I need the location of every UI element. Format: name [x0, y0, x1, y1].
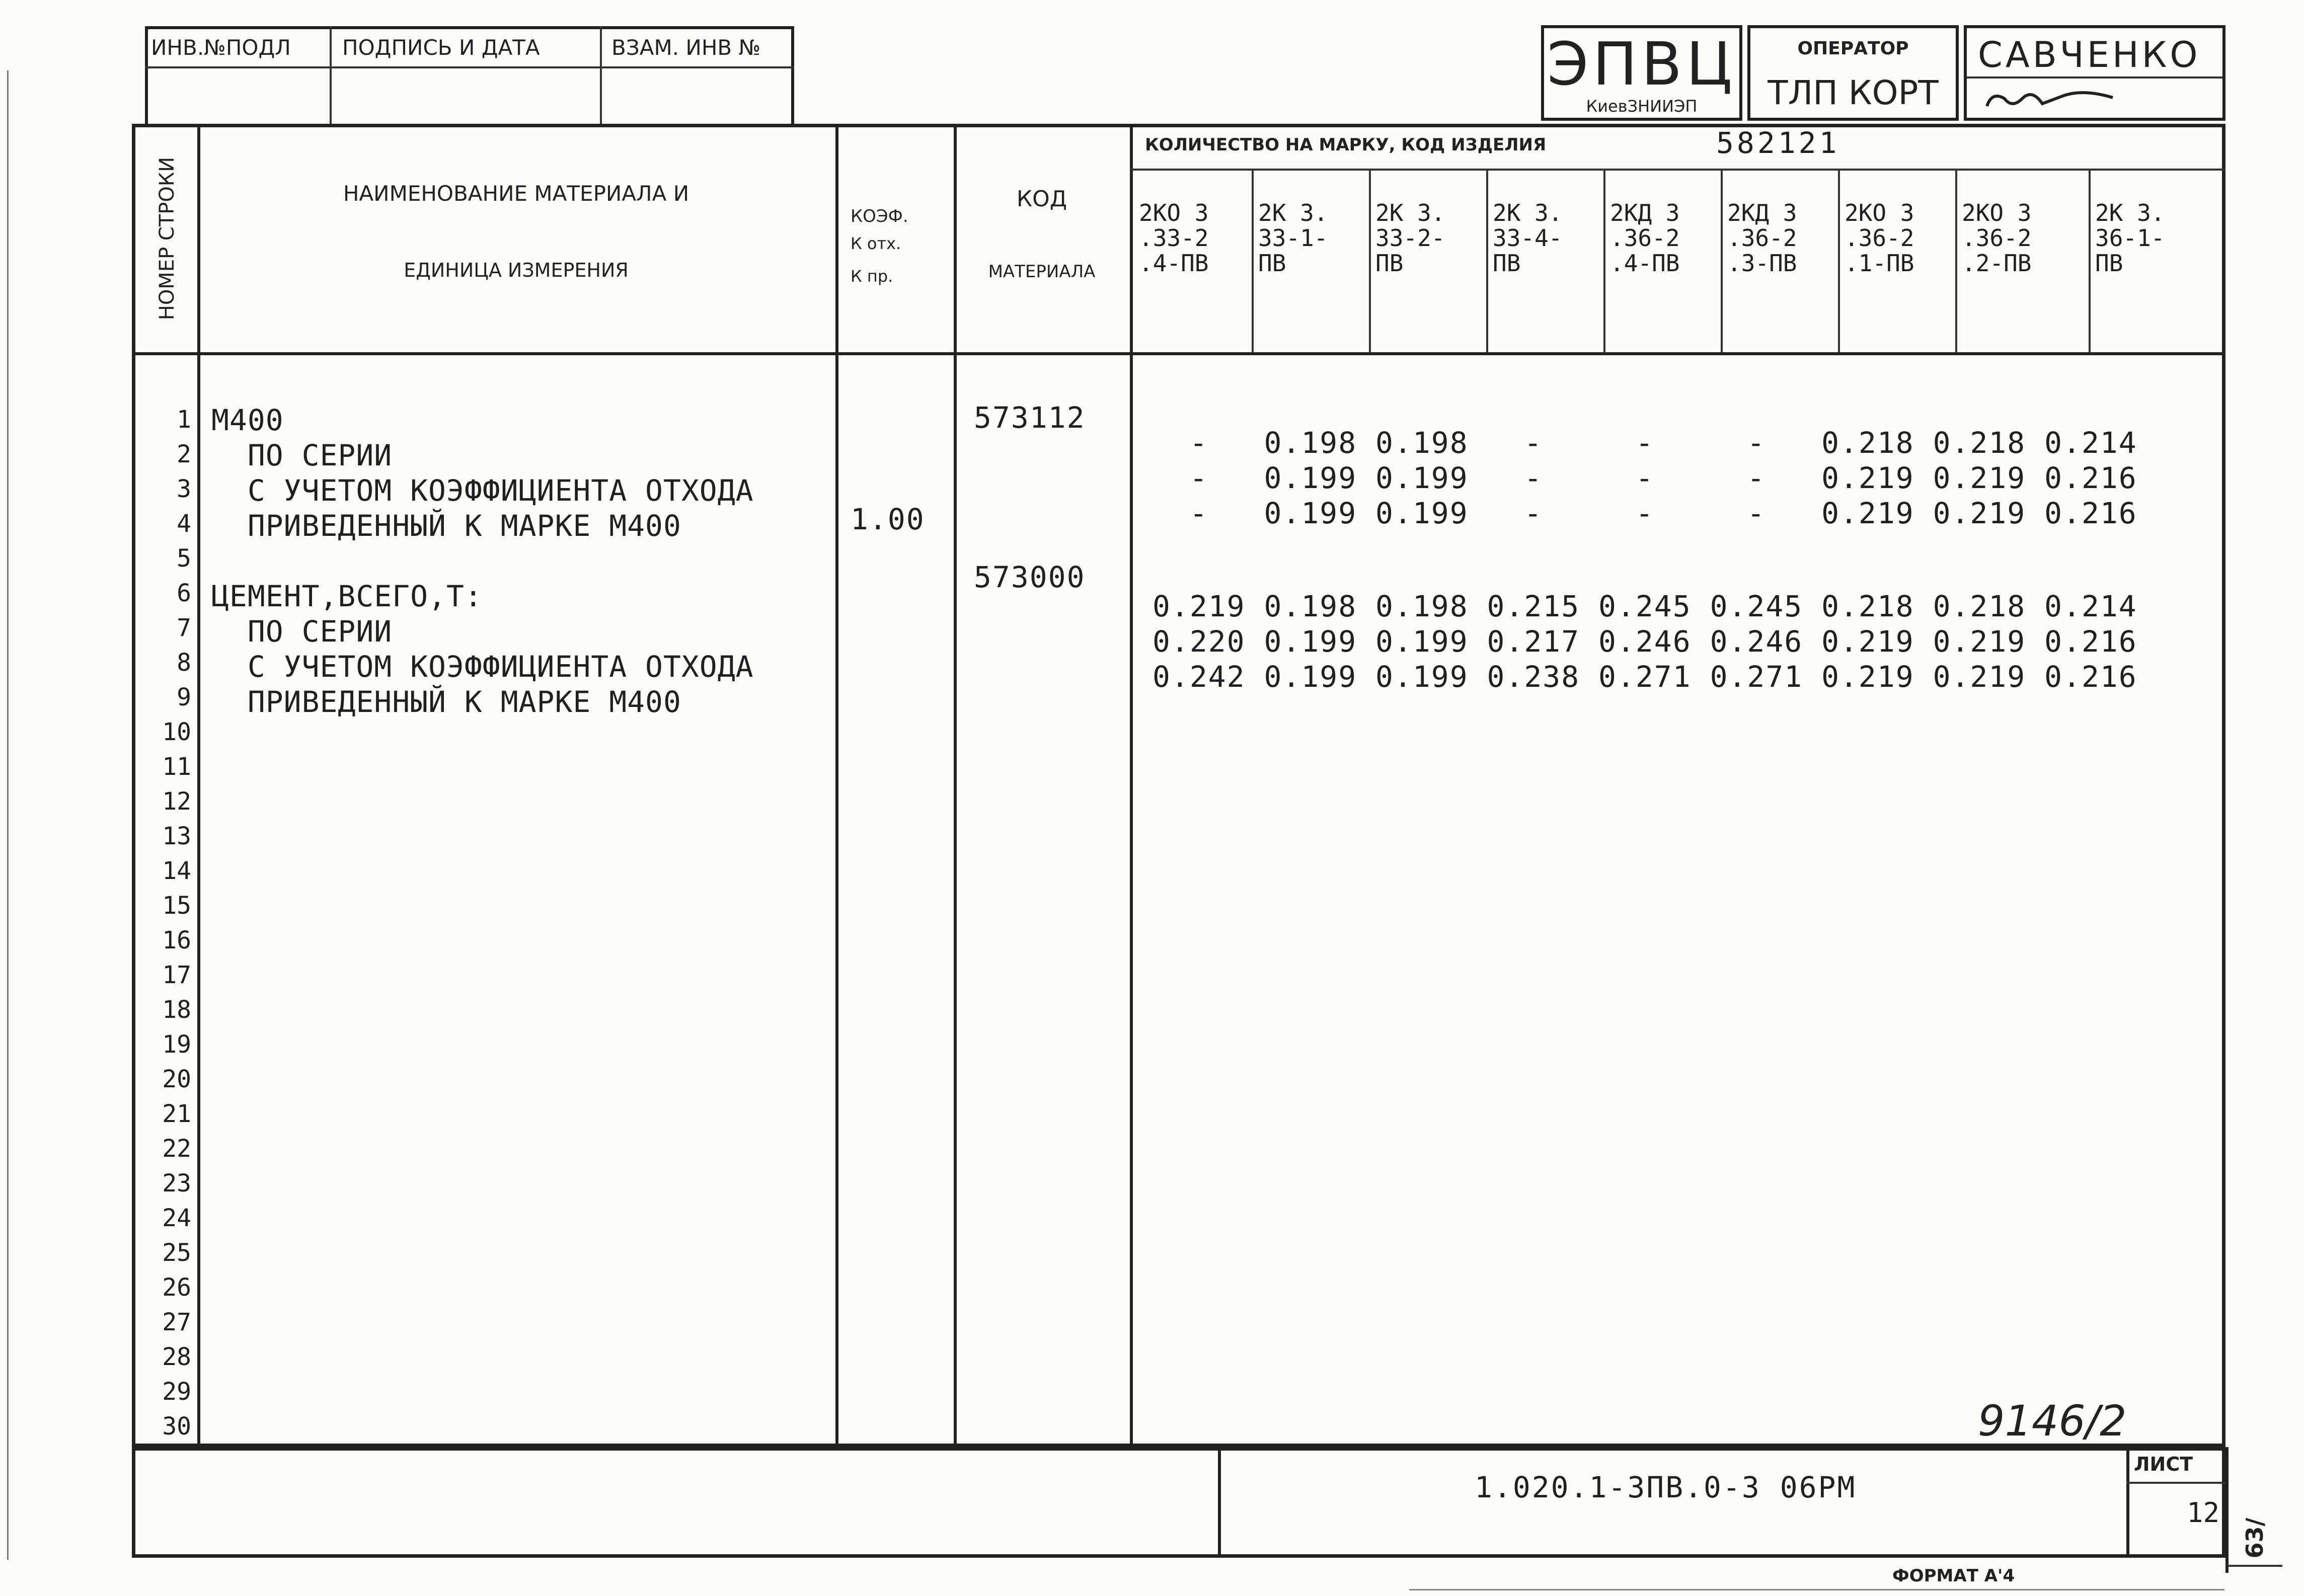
- operator-label: ОПЕРАТОР: [1797, 38, 1909, 59]
- materials-list: М400 ПО СЕРИИ С УЧЕТОМ КОЭФФИЦИЕНТА ОТХОДА ПРИВЕДЕННЫЙ К МАРКЕ М400 ЦЕМЕНТ,ВСЕГО,Т: ПО СЕРИИ С УЧЕТОМ КОЭФФИЦИЕНТА ОТХОДА ПРИВЕДЕННЫЙ К МАРКЕ М400: [211, 403, 754, 719]
- mark-header-5: 2КД 3 .36-2 .4-ПВ: [1610, 199, 1680, 277]
- signature-mark: [1982, 84, 2133, 119]
- mark-header-8: 2КО 3 .36-2 .2-ПВ: [1962, 199, 2032, 277]
- header-row-number: [132, 124, 197, 352]
- podpis-data-label: ПОДПИСЬ И ДАТА: [342, 35, 540, 60]
- document-code: 1.020.1-3ПВ.0-3 06РМ: [1475, 1470, 1857, 1504]
- quantity-block-m400: - 0.198 0.198 - - - 0.218 0.218 0.214 - 0.199 0.199 - - - 0.219 0.219 0.216 - 0.199 0.199 - - - 0.219 0.219 0.216: [1189, 426, 2137, 530]
- material-code-2: 573000: [974, 560, 1086, 594]
- quantity-block-cement: 0.219 0.198 0.198 0.215 0.245 0.245 0.218 0.218 0.214 0.220 0.199 0.199 0.217 0.246 0.246 0.219 0.219 0.216 0.242 0.199 0.199 0.238 0.271 0.271 0.219 0.219 0.216: [1153, 589, 2137, 694]
- coef-value: 1.00: [851, 502, 925, 536]
- handwritten-note: 9146/2: [1978, 1396, 2127, 1446]
- org-big: ЭПВЦ: [1547, 29, 1736, 99]
- vzam-inv-label: ВЗАМ. ИНВ №: [611, 35, 761, 60]
- product-code: 582121: [1716, 126, 1840, 160]
- qty-header-label: КОЛИЧЕСТВО НА МАРКУ, КОД ИЗДЕЛИЯ: [1145, 135, 1547, 155]
- main-table: [132, 124, 2225, 1447]
- code-header-1: КОД: [1016, 186, 1067, 212]
- material-header-1: НАИМЕНОВАНИЕ МАТЕРИАЛА И: [343, 181, 689, 206]
- mark-header-1: 2КО 3 .33-2 .4-ПВ: [1139, 199, 1209, 277]
- row-number-label: НОМЕР СТРОКИ: [156, 156, 179, 321]
- mark-header-3: 2К 3. 33-2- ПВ: [1375, 199, 1445, 277]
- margin-line: [7, 70, 9, 1560]
- mark-header-7: 2КО 3 .36-2 .1-ПВ: [1845, 199, 1914, 277]
- list-label: ЛИСТ: [2134, 1453, 2193, 1475]
- mark-header-9: 2К 3. 36-1- ПВ: [2095, 199, 2165, 277]
- material-header-2: ЕДИНИЦА ИЗМЕРЕНИЯ: [404, 259, 629, 281]
- list-number: 12: [2186, 1497, 2219, 1529]
- org-stamp: [1541, 25, 1742, 121]
- mark-header-4: 2К 3. 33-4- ПВ: [1493, 199, 1563, 277]
- material-code-1: 573112: [974, 401, 1086, 435]
- signature-box: [1964, 25, 2225, 121]
- name-text: САВЧЕНКО: [1978, 34, 2201, 75]
- format-label: ФОРМАТ А'4: [1892, 1566, 2015, 1586]
- coef-header-1: КОЭФ.: [851, 206, 908, 226]
- row-numbers: 1 2 3 4 5 6 7 8 9 10 11 12 13 14 15 16 17 18 19 20 21 22 23 24 25 26 27 28 29 30: [162, 406, 191, 1441]
- mark-header-6: 2КД 3 .36-2 .3-ПВ: [1727, 199, 1797, 277]
- operator-value: ТЛП КОРТ: [1768, 73, 1939, 112]
- coef-header-2: К отх.: [851, 234, 901, 253]
- mark-header-2: 2К 3. 33-1- ПВ: [1258, 199, 1328, 277]
- operator-box: [1747, 25, 1959, 121]
- inv-podl-label: ИНВ.№ПОДЛ: [151, 35, 291, 60]
- side-mark: 63/: [2241, 1518, 2268, 1559]
- code-header-2: МАТЕРИАЛА: [988, 262, 1096, 282]
- org-small: КиевЗНИИЭП: [1586, 97, 1698, 116]
- coef-header-3: К пр.: [851, 267, 893, 286]
